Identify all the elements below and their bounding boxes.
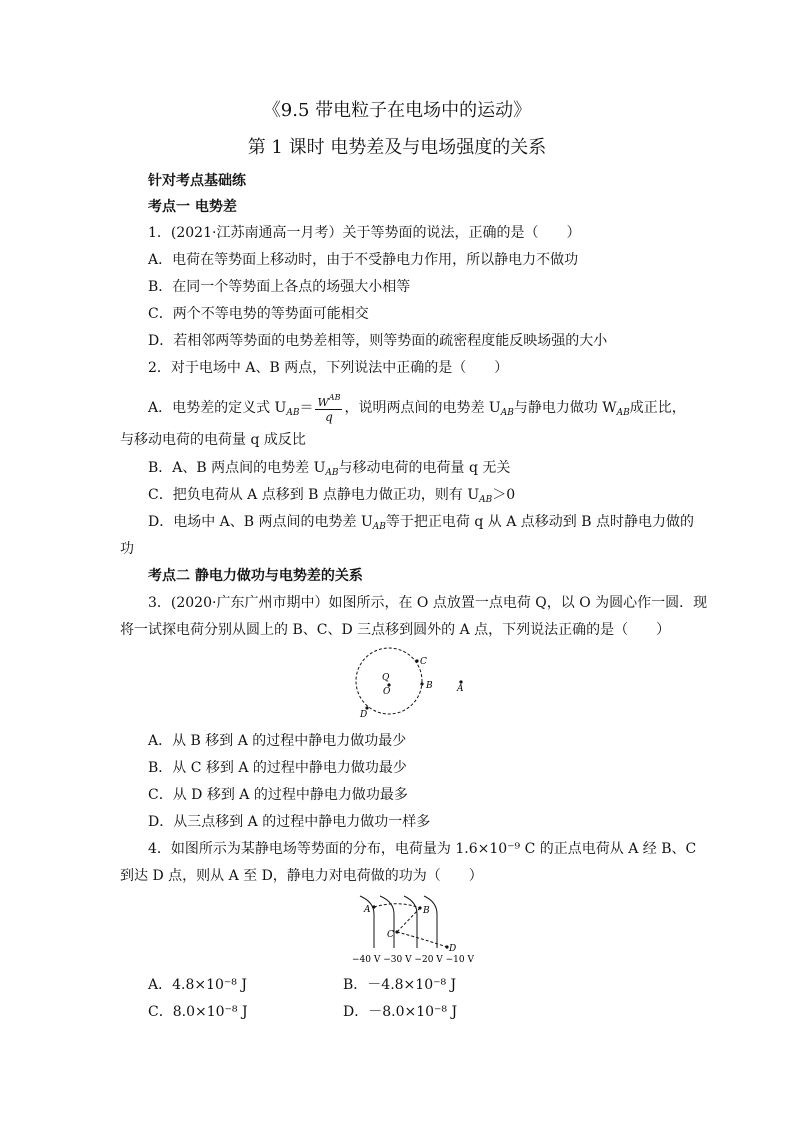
q2-stem: 2．对于电场中 A、B 两点，下列说法中正确的是（ ） bbox=[148, 360, 509, 376]
q4-stem-line2: 到达 D 点，则从 A 至 D，静电力对电荷做的功为（ ） bbox=[120, 868, 483, 884]
q3-option-a: A．从 B 移到 A 的过程中静电力做功最少 bbox=[148, 733, 407, 749]
label-d: D bbox=[360, 710, 368, 720]
q2-option-a: A．电势差的定义式 $U_{AB}=$ $\frac{W^{AB}}{q}$ ，说明两点间的电势差 $U_{AB}$与静电力做功 $W_{AB}$成正比， bbox=[148, 393, 686, 424]
q3-option-d: D．从三点移到 A 的过程中静电力做功一样多 bbox=[148, 814, 431, 830]
label-c: C bbox=[420, 657, 427, 667]
label-b: B bbox=[426, 681, 433, 691]
q2-option-c: C．把负电荷从 A 点移到 B 点静电力做正功，则有 $U_{AB}>0$ bbox=[148, 487, 516, 505]
q1-option-c: C．两个不等电势的等势面可能相交 bbox=[148, 306, 369, 322]
q3-option-c: C．从 D 移到 A 的过程中静电力做功最多 bbox=[148, 787, 408, 803]
label-q: Q bbox=[382, 673, 390, 683]
q3-stem-line1: 3．(2020·广东广州市期中）如图所示，在 O 点放置一点电荷 Q，以 O 为圆心作一圆．现 bbox=[148, 595, 708, 611]
fig4-label-c: C bbox=[387, 930, 394, 940]
q4-option-d: D．－8.0×10⁻⁸ J bbox=[343, 1004, 458, 1020]
section-heading: 针对考点基础练 bbox=[148, 173, 246, 189]
label-o: O bbox=[383, 687, 391, 697]
q3-option-b: B．从 C 移到 A 的过程中静电力做功最少 bbox=[148, 760, 407, 776]
q1-stem: 1．(2021·江苏南通高一月考）关于等势面的说法，正确的是（ ） bbox=[148, 225, 581, 241]
q2-option-b: B．A、B 两点间的电势差 $U_{AB}$与移动电荷的电荷量 q 无关 bbox=[148, 460, 511, 478]
q4-option-b: B．－4.8×10⁻⁸ J bbox=[343, 977, 457, 993]
q4-stem-line1: 4．如图所示为某静电场等势面的分布，电荷量为 1.6×10⁻⁹ C 的正点电荷从 A 经 B、C bbox=[148, 841, 697, 857]
q2-option-d: D．电场中 A、B 两点间的电势差 $U_{AB}$等于把正电荷 q 从 A 点移动到 B 点时静电力做的 bbox=[148, 514, 694, 532]
q2-option-a-cont: 与移动电荷的电荷量 q 成反比 bbox=[120, 432, 306, 448]
q2-option-d-cont: 功 bbox=[120, 541, 134, 557]
fig4-label-d: D bbox=[449, 944, 457, 954]
page-title: 《9.5 带电粒子在电场中的运动》 bbox=[262, 100, 532, 121]
q4-figure-equipotential bbox=[340, 890, 480, 968]
q1-option-b: B．在同一个等势面上各点的场强大小相等 bbox=[148, 279, 411, 295]
fig4-label-b: B bbox=[423, 906, 430, 916]
page-subtitle: 第 1 课时 电势差及与电场强度的关系 bbox=[247, 137, 547, 158]
kaodian-1-heading: 考点一 电势差 bbox=[148, 199, 237, 215]
kaodian-2-heading: 考点二 静电力做功与电势差的关系 bbox=[148, 568, 363, 584]
q4-option-c: C．8.0×10⁻⁸ J bbox=[148, 1004, 248, 1020]
q3-figure-circle bbox=[340, 644, 480, 726]
label-a: A bbox=[457, 684, 464, 694]
fig4-label-a: A bbox=[364, 905, 371, 915]
fraction-w-over-q: $\frac{W^{AB}}{q}$ bbox=[317, 393, 341, 424]
q3-stem-line2: 将一试探电荷分别从圆上的 B、C、D 三点移到圆外的 A 点，下列说法正确的是（ ） bbox=[120, 622, 671, 638]
q4-option-a: A．4.8×10⁻⁸ J bbox=[148, 977, 247, 993]
fig4-potentials: −40 V −30 V −20 V −10 V bbox=[352, 955, 474, 965]
q1-option-a: A．电荷在等势面上移动时，由于不受静电力作用，所以静电力不做功 bbox=[148, 252, 579, 268]
q1-option-d: D．若相邻两等势面的电势差相等，则等势面的疏密程度能反映场强的大小 bbox=[148, 333, 608, 349]
